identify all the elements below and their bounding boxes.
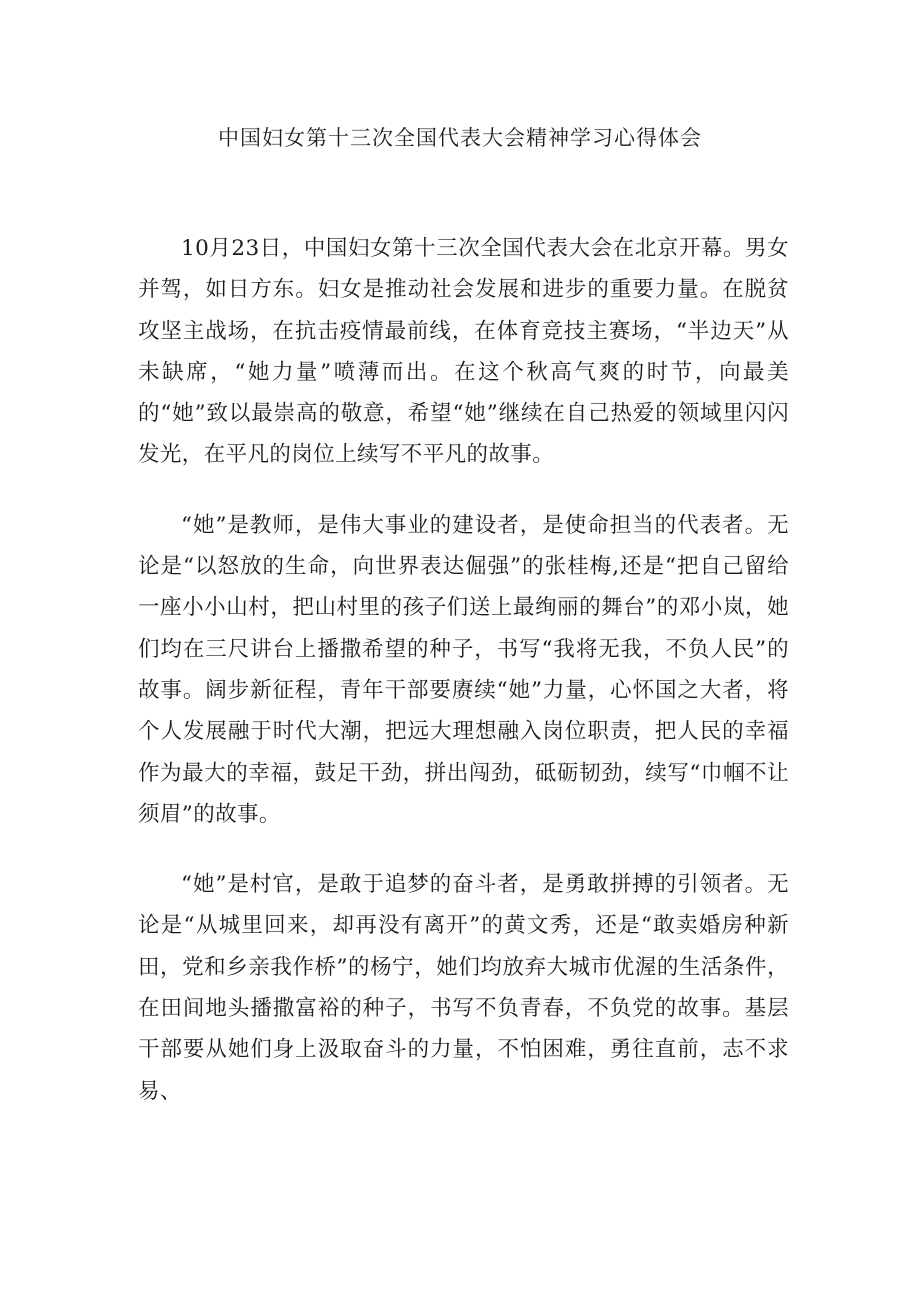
paragraph: “她”是教师，是伟大事业的建设者，是使命担当的代表者。无论是“以怒放的生命，向世界表达倔强”的张桂梅,还是“把自己留给一座小小山村，把山村里的孩子们送上最绚丽的舞台”的邓小岚，她们均在三尺讲台上播撒希望的种子，书写“我将无我，不负人民”的故事。阔步新征程，青年干部要赓续“她”力量，心怀国之大者，将个人发展融于时代大潮，把远大理想融入岗位职责，把人民的幸福作为最大的幸福，鼓足干劲，拼出闯劲，砥砺韧劲，续写“巾帼不让须眉”的故事。 [138, 512, 789, 827]
document-body [138, 228, 789, 1141]
paragraph: 10月23日，中国妇女第十三次全国代表大会在北京开幕。男女并驾，如日方东。妇女是推动社会发展和进步的重要力量。在脱贫攻坚主战场，在抗击疫情最前线，在体育竞技主赛场，“半边天”从未缺席，“她力量”喷薄而出。在这个秋高气爽的时节，向最美的“她”致以最崇高的敬意，希望“她”继续在自己热爱的领域里闪闪发光，在平凡的岗位上续写不平凡的故事。 [138, 236, 789, 468]
paragraph: “她”是村官，是敢于追梦的奋斗者，是勇敢拼搏的引领者。无论是“从城里回来，却再没有离开”的黄文秀，还是“敢卖婚房种新田，党和乡亲我作桥”的杨宁，她们均放弃大城市优渥的生活条件，在田间地头播撒富裕的种子，书写不负青春，不负党的故事。基层干部要从她们身上汲取奋斗的力量，不怕困难，勇往直前，志不求易、 [138, 872, 789, 1104]
document-title: 中国妇女第十三次全国代表大会精神学习心得体会 [218, 126, 702, 150]
